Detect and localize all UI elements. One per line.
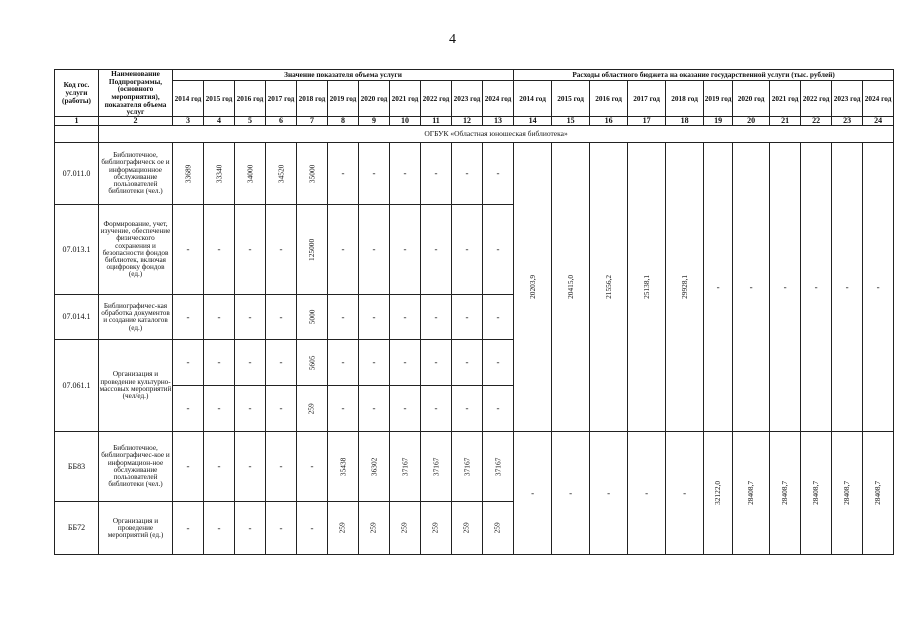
value-cell: - bbox=[204, 502, 235, 555]
value-text: 34000 bbox=[245, 164, 255, 184]
header-expense-group: Расходы областного бюджета на оказание государственной услуги (тыс. рублей) bbox=[514, 70, 894, 81]
table-row bbox=[55, 432, 894, 502]
year-header: 2018 год bbox=[297, 81, 328, 117]
value-cell bbox=[173, 143, 204, 205]
column-number: 2 bbox=[99, 116, 173, 125]
column-number-row bbox=[55, 116, 894, 125]
value-text: 37167 bbox=[493, 457, 503, 477]
value-cell: - bbox=[297, 432, 328, 502]
value-cell: - bbox=[266, 340, 297, 386]
service-code: ББ72 bbox=[55, 502, 99, 555]
header-volume-group: Значение показателя объема услуги bbox=[173, 70, 514, 81]
value-cell: - bbox=[173, 295, 204, 340]
value-text: 259 bbox=[431, 522, 441, 534]
year-header: 2014 год bbox=[514, 81, 552, 117]
value-cell: - bbox=[421, 143, 452, 205]
value-cell bbox=[590, 143, 628, 432]
page-number: 4 bbox=[449, 32, 456, 47]
value-text: 28408,7 bbox=[873, 481, 883, 506]
year-header: 2021 год bbox=[390, 81, 421, 117]
value-cell: - bbox=[297, 502, 328, 555]
value-cell: - bbox=[390, 205, 421, 295]
value-cell: - bbox=[552, 432, 590, 555]
value-text: 28408,7 bbox=[780, 481, 790, 506]
value-cell bbox=[328, 502, 359, 555]
value-text: 36302 bbox=[369, 457, 379, 477]
column-number: 13 bbox=[483, 116, 514, 125]
year-header: 2024 год bbox=[863, 81, 894, 117]
value-cell: - bbox=[452, 386, 483, 432]
value-cell: - bbox=[204, 432, 235, 502]
service-name: Библиографичес-кая обработка документов и создание каталогов (ед.) bbox=[99, 295, 173, 340]
column-number: 3 bbox=[173, 116, 204, 125]
value-cell: - bbox=[266, 502, 297, 555]
value-cell: - bbox=[359, 205, 390, 295]
value-cell: - bbox=[266, 205, 297, 295]
value-cell: - bbox=[390, 386, 421, 432]
value-cell: - bbox=[452, 205, 483, 295]
value-cell: - bbox=[204, 295, 235, 340]
year-header: 2024 год bbox=[483, 81, 514, 117]
value-cell bbox=[328, 432, 359, 502]
value-cell: - bbox=[452, 295, 483, 340]
value-text: 34520 bbox=[276, 164, 286, 184]
value-cell bbox=[390, 502, 421, 555]
value-text: 20203,9 bbox=[527, 275, 537, 300]
value-cell: - bbox=[483, 295, 514, 340]
value-cell bbox=[628, 143, 666, 432]
value-cell: - bbox=[328, 340, 359, 386]
column-number: 21 bbox=[770, 116, 801, 125]
column-number: 7 bbox=[297, 116, 328, 125]
value-cell: - bbox=[421, 295, 452, 340]
year-header: 2014 год bbox=[173, 81, 204, 117]
value-cell: - bbox=[863, 143, 894, 432]
year-header-row bbox=[55, 81, 894, 117]
value-cell bbox=[266, 143, 297, 205]
value-cell: - bbox=[390, 340, 421, 386]
value-text: 20415,0 bbox=[565, 275, 575, 300]
column-number: 14 bbox=[514, 116, 552, 125]
value-cell: - bbox=[204, 340, 235, 386]
value-cell bbox=[359, 432, 390, 502]
value-text: 259 bbox=[462, 522, 472, 534]
year-header: 2022 год bbox=[421, 81, 452, 117]
column-number: 5 bbox=[235, 116, 266, 125]
value-cell: - bbox=[452, 143, 483, 205]
value-text: 37167 bbox=[400, 457, 410, 477]
value-cell: - bbox=[328, 205, 359, 295]
service-name: Организация и проведение мероприятий (ед.) bbox=[99, 502, 173, 555]
column-number: 1 bbox=[55, 116, 99, 125]
year-header: 2020 год bbox=[359, 81, 390, 117]
service-code: 07.014.1 bbox=[55, 295, 99, 340]
column-number: 12 bbox=[452, 116, 483, 125]
value-cell: - bbox=[235, 386, 266, 432]
service-name: Библиотечное, библиографичес-кое и информацион-ное обслуживание пользователей библиотеки (чел.) bbox=[99, 432, 173, 502]
value-text: 37167 bbox=[431, 457, 441, 477]
value-cell bbox=[666, 143, 704, 432]
value-text: 28408,7 bbox=[811, 481, 821, 506]
column-number: 20 bbox=[733, 116, 770, 125]
value-cell bbox=[297, 295, 328, 340]
value-text: 33340 bbox=[214, 164, 224, 184]
year-header: 2021 год bbox=[770, 81, 801, 117]
year-header: 2015 год bbox=[204, 81, 235, 117]
value-cell: - bbox=[359, 386, 390, 432]
year-header: 2015 год bbox=[552, 81, 590, 117]
value-cell bbox=[297, 340, 328, 386]
column-number: 18 bbox=[666, 116, 704, 125]
value-cell: - bbox=[801, 143, 832, 432]
value-cell bbox=[452, 432, 483, 502]
value-cell bbox=[704, 432, 733, 555]
service-code: 07.013.1 bbox=[55, 205, 99, 295]
year-header: 2019 год bbox=[328, 81, 359, 117]
value-cell bbox=[297, 386, 328, 432]
service-code: ББ83 bbox=[55, 432, 99, 502]
year-header: 2020 год bbox=[733, 81, 770, 117]
service-name: Библиотечное, библиографическ ое и информационное обслуживание пользователей библиотеки (чел.) bbox=[99, 143, 173, 205]
value-cell: - bbox=[266, 386, 297, 432]
column-number: 17 bbox=[628, 116, 666, 125]
year-header: 2023 год bbox=[832, 81, 863, 117]
column-number: 8 bbox=[328, 116, 359, 125]
org-title: ОГБУК «Областная юношеская библиотека» bbox=[99, 126, 894, 143]
value-cell bbox=[483, 502, 514, 555]
value-cell: - bbox=[235, 502, 266, 555]
value-cell: - bbox=[704, 143, 733, 432]
value-cell: - bbox=[421, 205, 452, 295]
value-cell: - bbox=[421, 340, 452, 386]
header-name: Наименование Подпрограммы, (основного мероприятия), показателя объема услуг bbox=[99, 70, 173, 117]
value-cell bbox=[770, 432, 801, 555]
value-cell: - bbox=[421, 386, 452, 432]
value-cell: - bbox=[204, 205, 235, 295]
value-cell bbox=[514, 143, 552, 432]
service-name: Организация и проведение культурно-массовых мероприятий (чел/ед.) bbox=[99, 340, 173, 432]
service-name: Формирование, учет, изучение, обеспечение физического сохранения и безопасности фондов библиотек, включая оцифровку фондов (ед.) bbox=[99, 205, 173, 295]
value-text: 5000 bbox=[307, 309, 317, 325]
year-header: 2016 год bbox=[590, 81, 628, 117]
value-cell bbox=[359, 502, 390, 555]
value-cell: - bbox=[266, 295, 297, 340]
column-number: 19 bbox=[704, 116, 733, 125]
year-header: 2019 год bbox=[704, 81, 733, 117]
value-text: 259 bbox=[400, 522, 410, 534]
value-text: 35438 bbox=[338, 457, 348, 477]
value-text: 21556,2 bbox=[603, 275, 613, 300]
value-cell: - bbox=[483, 386, 514, 432]
value-cell: - bbox=[733, 143, 770, 432]
year-header: 2023 год bbox=[452, 81, 483, 117]
value-cell: - bbox=[628, 432, 666, 555]
value-cell: - bbox=[359, 340, 390, 386]
year-header: 2018 год bbox=[666, 81, 704, 117]
value-cell bbox=[204, 143, 235, 205]
value-cell bbox=[235, 143, 266, 205]
value-cell: - bbox=[235, 432, 266, 502]
value-cell bbox=[552, 143, 590, 432]
value-cell: - bbox=[173, 432, 204, 502]
value-cell: - bbox=[483, 340, 514, 386]
value-cell bbox=[421, 432, 452, 502]
value-text: 5605 bbox=[307, 355, 317, 371]
value-cell: - bbox=[390, 295, 421, 340]
value-cell: - bbox=[590, 432, 628, 555]
value-text: 37167 bbox=[462, 457, 472, 477]
value-cell: - bbox=[832, 143, 863, 432]
year-header: 2022 год bbox=[801, 81, 832, 117]
services-table bbox=[54, 69, 894, 555]
value-cell bbox=[863, 432, 894, 555]
value-cell bbox=[832, 432, 863, 555]
value-text: 125000 bbox=[307, 238, 317, 261]
column-number: 11 bbox=[421, 116, 452, 125]
column-number: 4 bbox=[204, 116, 235, 125]
value-cell bbox=[421, 502, 452, 555]
value-cell: - bbox=[390, 143, 421, 205]
value-cell: - bbox=[328, 143, 359, 205]
value-cell: - bbox=[173, 205, 204, 295]
value-cell: - bbox=[235, 340, 266, 386]
value-cell: - bbox=[483, 143, 514, 205]
value-text: 25138,1 bbox=[641, 275, 651, 300]
column-number: 24 bbox=[863, 116, 894, 125]
value-cell bbox=[297, 143, 328, 205]
value-cell: - bbox=[173, 502, 204, 555]
year-header: 2017 год bbox=[266, 81, 297, 117]
value-cell: - bbox=[666, 432, 704, 555]
value-text: 259 bbox=[493, 522, 503, 534]
column-number: 22 bbox=[801, 116, 832, 125]
column-number: 9 bbox=[359, 116, 390, 125]
value-cell: - bbox=[328, 386, 359, 432]
year-header: 2017 год bbox=[628, 81, 666, 117]
value-cell: - bbox=[173, 340, 204, 386]
org-blank-cell bbox=[55, 126, 99, 143]
column-number: 6 bbox=[266, 116, 297, 125]
column-number: 16 bbox=[590, 116, 628, 125]
value-cell bbox=[390, 432, 421, 502]
column-number: 23 bbox=[832, 116, 863, 125]
value-text: 28408,7 bbox=[746, 481, 756, 506]
service-code: 07.011.0 bbox=[55, 143, 99, 205]
value-cell: - bbox=[235, 295, 266, 340]
value-cell bbox=[801, 432, 832, 555]
value-cell: - bbox=[770, 143, 801, 432]
value-text: 35000 bbox=[307, 164, 317, 184]
value-cell: - bbox=[328, 295, 359, 340]
value-text: 28408,7 bbox=[842, 481, 852, 506]
value-cell: - bbox=[173, 386, 204, 432]
value-text: 29928,1 bbox=[679, 275, 689, 300]
value-cell bbox=[483, 432, 514, 502]
value-text: 33689 bbox=[183, 164, 193, 184]
value-cell: - bbox=[266, 432, 297, 502]
header-code: Код гос. услуги (работы) bbox=[55, 70, 99, 117]
value-cell: - bbox=[452, 340, 483, 386]
value-text: 259 bbox=[369, 522, 379, 534]
value-cell: - bbox=[359, 143, 390, 205]
table-row bbox=[55, 143, 894, 205]
value-cell: - bbox=[204, 386, 235, 432]
value-text: 259 bbox=[307, 403, 317, 415]
column-number: 10 bbox=[390, 116, 421, 125]
value-cell bbox=[733, 432, 770, 555]
value-cell bbox=[452, 502, 483, 555]
value-cell: - bbox=[483, 205, 514, 295]
value-cell: - bbox=[359, 295, 390, 340]
value-text: 259 bbox=[338, 522, 348, 534]
service-code: 07.061.1 bbox=[55, 340, 99, 432]
value-cell bbox=[297, 205, 328, 295]
value-text: 32122,0 bbox=[713, 481, 723, 506]
year-header: 2016 год bbox=[235, 81, 266, 117]
column-number: 15 bbox=[552, 116, 590, 125]
value-cell: - bbox=[235, 205, 266, 295]
value-cell: - bbox=[514, 432, 552, 555]
